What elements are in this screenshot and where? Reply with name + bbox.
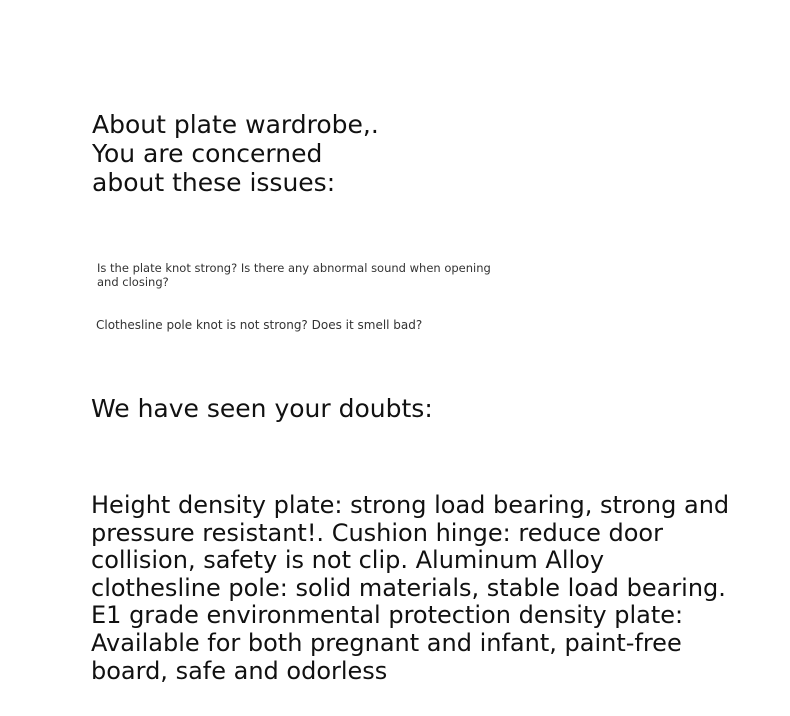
doubts-heading: We have seen your doubts: [91, 394, 433, 423]
answer-paragraph: Height density plate: strong load bearing, strong and pressure resistant!. Cushion hinge: reduce door collision, safety is not clip. Aluminum Alloy clothesline pole: solid materials, stable load bearing. E1 grade environmental protection density plate: Available for both pregnant and infant, paint-free board, safe and odorless [91, 491, 730, 685]
concern-item-plate-knot: Is the plate knot strong? Is there any abnormal sound when opening and closing? [97, 261, 491, 289]
page-title-line-2: You are concerned [92, 139, 323, 168]
page-title-line-3: about these issues: [92, 168, 336, 197]
page-title [92, 110, 382, 197]
page-title-line-1: About plate wardrobe,. [92, 110, 379, 139]
concern-item-clothesline-pole: Clothesline pole knot is not strong? Does it smell bad? [96, 318, 423, 332]
